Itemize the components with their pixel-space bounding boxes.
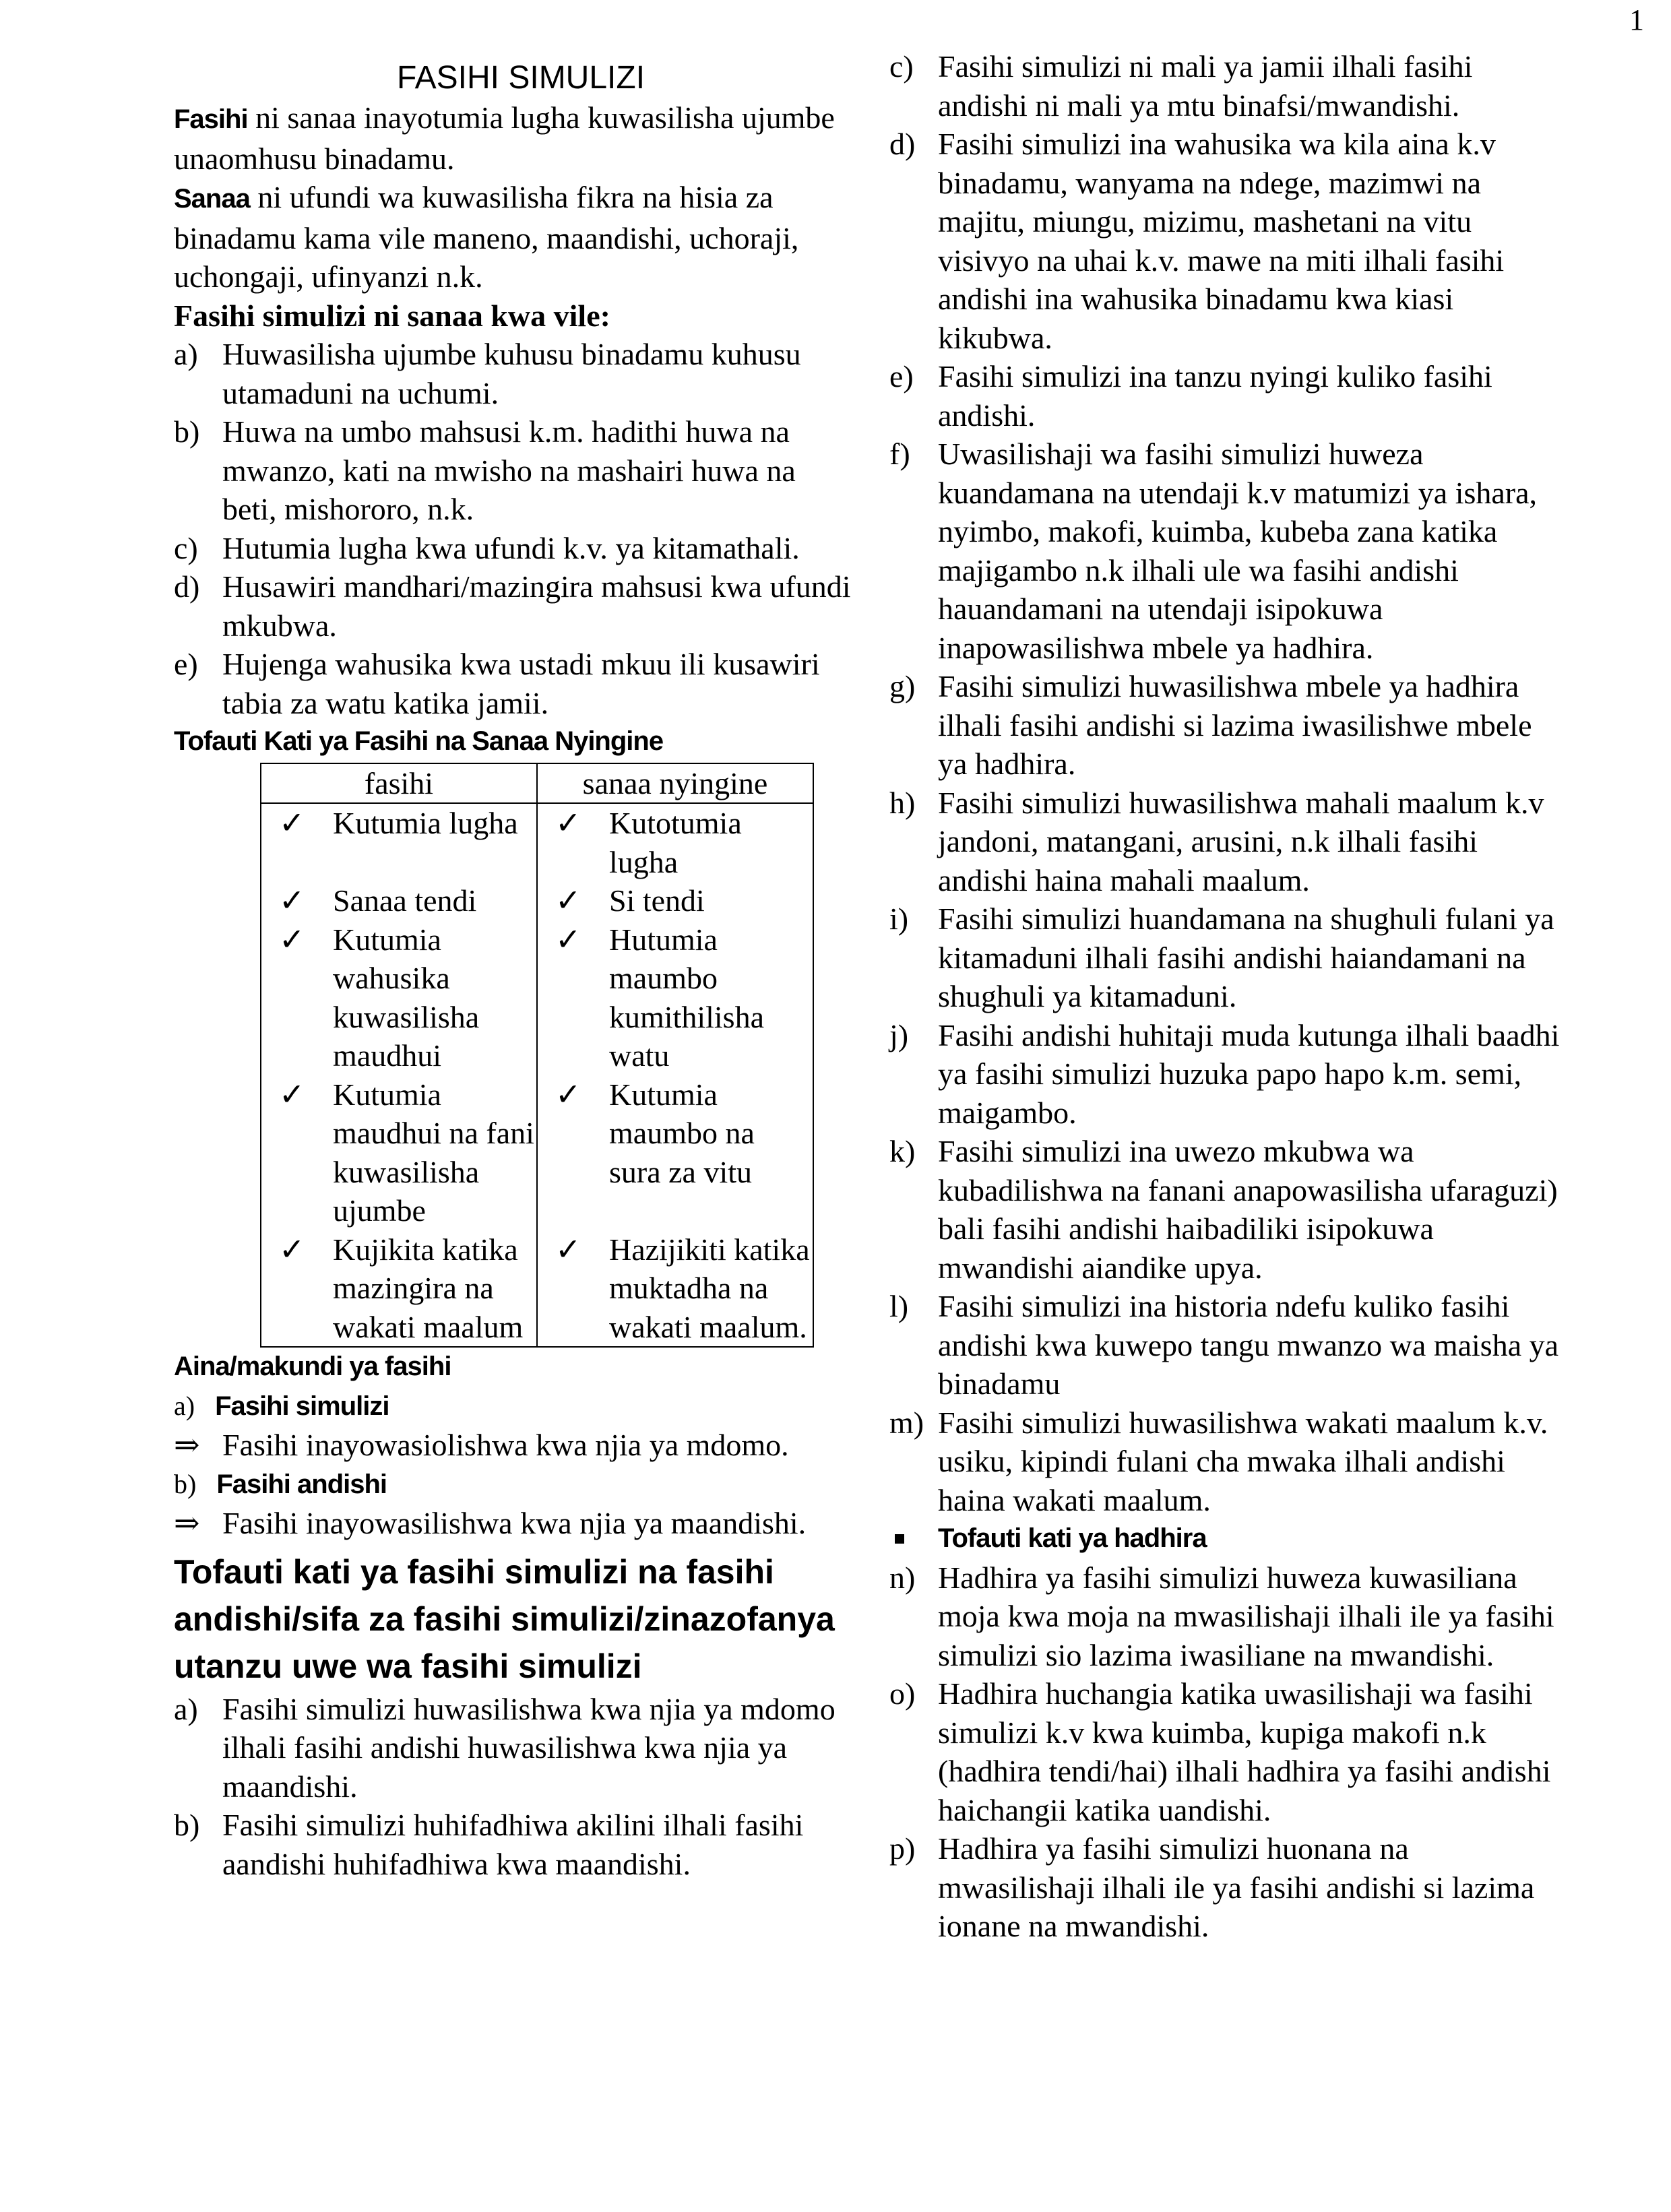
list-marker: j): [889, 1017, 909, 1052]
checkmark-icon: ✓: [279, 922, 305, 957]
list-marker: l): [889, 1289, 909, 1323]
aina-b-label: [174, 1465, 854, 1505]
list-item: [174, 1806, 854, 1883]
list-item-text: Fasihi simulizi huwasilishwa mahali maalum k.v jandoni, matangani, arusini, n.k ilhali fasihi andishi haina mahali maalum.: [938, 785, 1544, 897]
sanaa-def-text: ni ufundi wa kuwasilisha fikra na hisia za binadamu kama vile maneno, maandishi, uchoraji, uchongaji, ufinyanzi n.k.: [174, 180, 799, 294]
sanaa-reasons-list: [174, 335, 854, 722]
table-cell: Kutumia maudhui na fani kuwasilisha ujumbe: [333, 1077, 534, 1228]
table-row: [261, 803, 813, 881]
list-marker: f): [889, 437, 910, 471]
list-item: [889, 47, 1567, 125]
table-cell: Kutumia lugha: [333, 806, 518, 840]
list-item-text: Fasihi simulizi ina wahusika wa kila aina k.v binadamu, wanyama na ndege, mazimwi na majitu, miungu, mizimu, mashetani na vitu visivyo na uhai k.v. mawe na miti ilhali fasihi andishi ina wahusika binadamu kwa kiasi kikubwa.: [938, 127, 1505, 355]
list-item: [889, 1674, 1567, 1829]
list-item-text: Fasihi simulizi ina uwezo mkubwa wa kubadilishwa na fanani anapowasilisha ufaraguzi) bali fasihi andishi haibadiliki isipokuwa mwandishi aiandike upya.: [938, 1134, 1558, 1285]
table-cell: Kujikita katika mazingira na wakati maalum: [333, 1232, 524, 1344]
list-item: [174, 567, 854, 645]
list-marker: m): [889, 1405, 924, 1440]
list-item-text: Fasihi simulizi huhifadhiwa akilini ilhali fasihi aandishi huhifadhiwa kwa maandishi.: [222, 1808, 804, 1881]
list-item-text: Fasihi simulizi ina historia ndefu kuliko fasihi andishi kwa kuwepo tangu mwanzo wa maisha ya binadamu: [938, 1289, 1559, 1401]
hadhira-list: [889, 1558, 1567, 1946]
list-item: [889, 1403, 1567, 1520]
page-title: FASIHI SIMULIZI: [396, 60, 645, 96]
table-row: [261, 1075, 813, 1230]
list-item: [174, 335, 854, 412]
table-row: [261, 1230, 813, 1348]
list-item: [174, 529, 854, 568]
square-bullet-icon: [895, 1534, 904, 1544]
list-item-text: Husawiri mandhari/mazingira mahsusi kwa ufundi mkubwa.: [222, 569, 851, 643]
aina-a-title: Fasihi simulizi: [215, 1391, 389, 1421]
list-item: [889, 125, 1567, 357]
checkmark-icon: ✓: [555, 1232, 581, 1267]
list-marker: b): [174, 1808, 200, 1842]
table-cell: Si tendi: [609, 883, 705, 918]
table-cell: Hutumia maumbo kumithilisha watu: [609, 922, 764, 1073]
sanaa-definition: [174, 178, 854, 296]
checkmark-icon: ✓: [555, 806, 581, 840]
table-cell: Kutumia wahusika kuwasilisha maudhui: [333, 922, 480, 1073]
table-row: [261, 920, 813, 1075]
list-item-text: Hujenga wahusika kwa ustadi mkuu ili kusawiri tabia za watu katika jamii.: [222, 647, 820, 720]
list-marker: c): [174, 530, 198, 565]
list-item-text: Fasihi simulizi huwasilishwa kwa njia ya mdomo ilhali fasihi andishi huwasilishwa kwa njia ya maandishi.: [222, 1691, 836, 1804]
list-marker: g): [889, 669, 916, 703]
checkmark-icon: ✓: [279, 806, 305, 840]
list-marker: o): [889, 1676, 916, 1711]
list-marker: e): [889, 359, 914, 393]
list-marker: p): [889, 1831, 916, 1866]
tofauti-list-right: [889, 47, 1567, 1519]
fasihi-def-text: ni sanaa inayotumia lugha kuwasilisha ujumbe unaomhusu binadamu.: [174, 100, 835, 176]
list-marker: a): [174, 1691, 198, 1726]
aina-a-definition: [174, 1426, 854, 1465]
list-marker: n): [889, 1560, 916, 1595]
aina-b-marker: b): [174, 1468, 197, 1499]
aina-a-text: Fasihi inayowasiolishwa kwa njia ya mdomo.: [222, 1428, 789, 1462]
sanaa-term: Sanaa: [174, 184, 250, 214]
table-cell: Kutumia maumbo na sura za vitu: [609, 1077, 755, 1189]
table-header-sanaa-nyingine: sanaa nyingine: [537, 763, 813, 804]
list-item-text: Huwasilisha ujumbe kuhusu binadamu kuhusu utamaduni na uchumi.: [222, 337, 801, 410]
aina-b-definition: [174, 1504, 854, 1543]
list-item-text: Fasihi simulizi huwasilishwa wakati maalum k.v. usiku, kipindi fulani cha mwaka ilhali andishi haina wakati maalum.: [938, 1405, 1548, 1517]
list-item-text: Uwasilishaji wa fasihi simulizi huweza kuandamana na utendaji k.v matumizi ya ishara, nyimbo, makofi, kuimba, kubeba zana katika majigambo n.k ilhali ule wa fasihi andishi hauandamani na utendaji isipokuwa inapowasilishwa mbele ya hadhira.: [938, 437, 1538, 665]
list-item: [174, 645, 854, 722]
list-item-text: Fasihi simulizi ni mali ya jamii ilhali fasihi andishi ni mali ya mtu binafsi/mwandishi.: [938, 49, 1473, 123]
table-header-row: [261, 763, 813, 804]
fasihi-simulizi-sanaa-heading: Fasihi simulizi ni sanaa kwa vile:: [174, 298, 610, 333]
right-double-arrow-icon: ⇒: [174, 1506, 200, 1540]
table-cell: Sanaa tendi: [333, 883, 477, 918]
list-item: [889, 1558, 1567, 1675]
list-marker: i): [889, 902, 909, 936]
list-marker: a): [174, 337, 198, 371]
table-header-fasihi: fasihi: [261, 763, 537, 804]
aina-a-label: [174, 1387, 854, 1426]
list-item: [174, 412, 854, 529]
table-row: [261, 881, 813, 920]
list-item: [889, 1287, 1567, 1403]
list-marker: b): [174, 414, 200, 449]
list-item: [174, 1690, 854, 1806]
hadhira-heading-text: Tofauti kati ya hadhira: [938, 1523, 1207, 1553]
checkmark-icon: ✓: [279, 1077, 305, 1112]
list-marker: c): [889, 49, 914, 84]
list-item-text: Fasihi simulizi ina tanzu nyingi kuliko fasihi andishi.: [938, 359, 1492, 433]
list-item-text: Fasihi andishi huhitaji muda kutunga ilhali baadhi ya fasihi simulizi huzuka papo hapo k.m. semi, maigambo.: [938, 1017, 1560, 1130]
checkmark-icon: ✓: [555, 883, 581, 918]
aina-a-marker: a): [174, 1390, 195, 1421]
checkmark-icon: ✓: [279, 883, 305, 918]
checkmark-icon: ✓: [555, 1077, 581, 1112]
list-item-text: Hadhira ya fasihi simulizi huweza kuwasiliana moja kwa moja na mwasilishaji ilhali ile ya fasihi simulizi sio lazima iwasiliane na mwandishi.: [938, 1560, 1554, 1672]
fasihi-term: Fasihi: [174, 104, 248, 134]
list-marker: h): [889, 785, 916, 820]
checkmark-icon: ✓: [555, 922, 581, 957]
page-number: 1: [1629, 3, 1644, 36]
list-item: [889, 1132, 1567, 1287]
list-item: [889, 784, 1567, 900]
table-cell: Hazijikiti katika muktadha na wakati maalum.: [609, 1232, 810, 1344]
comparison-table-heading: Tofauti Kati ya Fasihi na Sanaa Nyingine: [174, 726, 664, 756]
list-item-text: Fasihi simulizi huwasilishwa mbele ya hadhira ilhali fasihi andishi si lazima iwasilishwe mbele ya hadhira.: [938, 669, 1532, 781]
left-column: [174, 47, 854, 1883]
list-item-text: Hadhira huchangia katika uwasilishaji wa fasihi simulizi k.v kwa kuimba, kupiga makofi n.k (hadhira tendi/hai) ilhali hadhira ya fasihi andishi haichangii katika uandishi.: [938, 1676, 1551, 1827]
checkmark-icon: ✓: [279, 1232, 305, 1267]
list-marker: k): [889, 1134, 916, 1168]
table-cell: Kutotumia lugha: [609, 806, 742, 879]
list-item: [889, 435, 1567, 667]
tofauti-list-left: [174, 1690, 854, 1884]
aina-b-text: Fasihi inayowasilishwa kwa njia ya maandishi.: [222, 1506, 807, 1540]
list-item-text: Huwa na umbo mahsusi k.m. hadithi huwa na mwanzo, kati na mwisho na mashairi huwa na beti, mishororo, n.k.: [222, 414, 796, 526]
aina-heading: Aina/makundi ya fasihi: [174, 1352, 451, 1381]
list-item: [889, 667, 1567, 784]
right-double-arrow-icon: ⇒: [174, 1428, 200, 1462]
list-item: [889, 1829, 1567, 1946]
list-marker: d): [889, 127, 916, 161]
hadhira-heading: [889, 1519, 1567, 1558]
tofauti-heading: Tofauti kati ya fasihi simulizi na fasihi andishi/sifa za fasihi simulizi/zinazofanya utanzu uwe wa fasihi simulizi: [174, 1552, 835, 1685]
list-marker: e): [174, 647, 198, 681]
list-item-text: Fasihi simulizi huandamana na shughuli fulani ya kitamaduni ilhali fasihi andishi haiandamani na shughuli ya kitamaduni.: [938, 902, 1554, 1013]
comparison-table: [260, 763, 814, 1348]
list-marker: d): [174, 569, 200, 604]
list-item-text: Hadhira ya fasihi simulizi huonana na mwasilishaji ilhali ile ya fasihi andishi si lazima ionane na mwandishi.: [938, 1831, 1535, 1943]
fasihi-definition: [174, 98, 854, 178]
list-item-text: Hutumia lugha kwa ufundi k.v. ya kitamathali.: [222, 530, 800, 565]
list-item: [889, 1016, 1567, 1133]
right-column: [889, 47, 1567, 1946]
list-item: [889, 899, 1567, 1016]
list-item: [889, 357, 1567, 435]
aina-b-title: Fasihi andishi: [216, 1469, 387, 1499]
